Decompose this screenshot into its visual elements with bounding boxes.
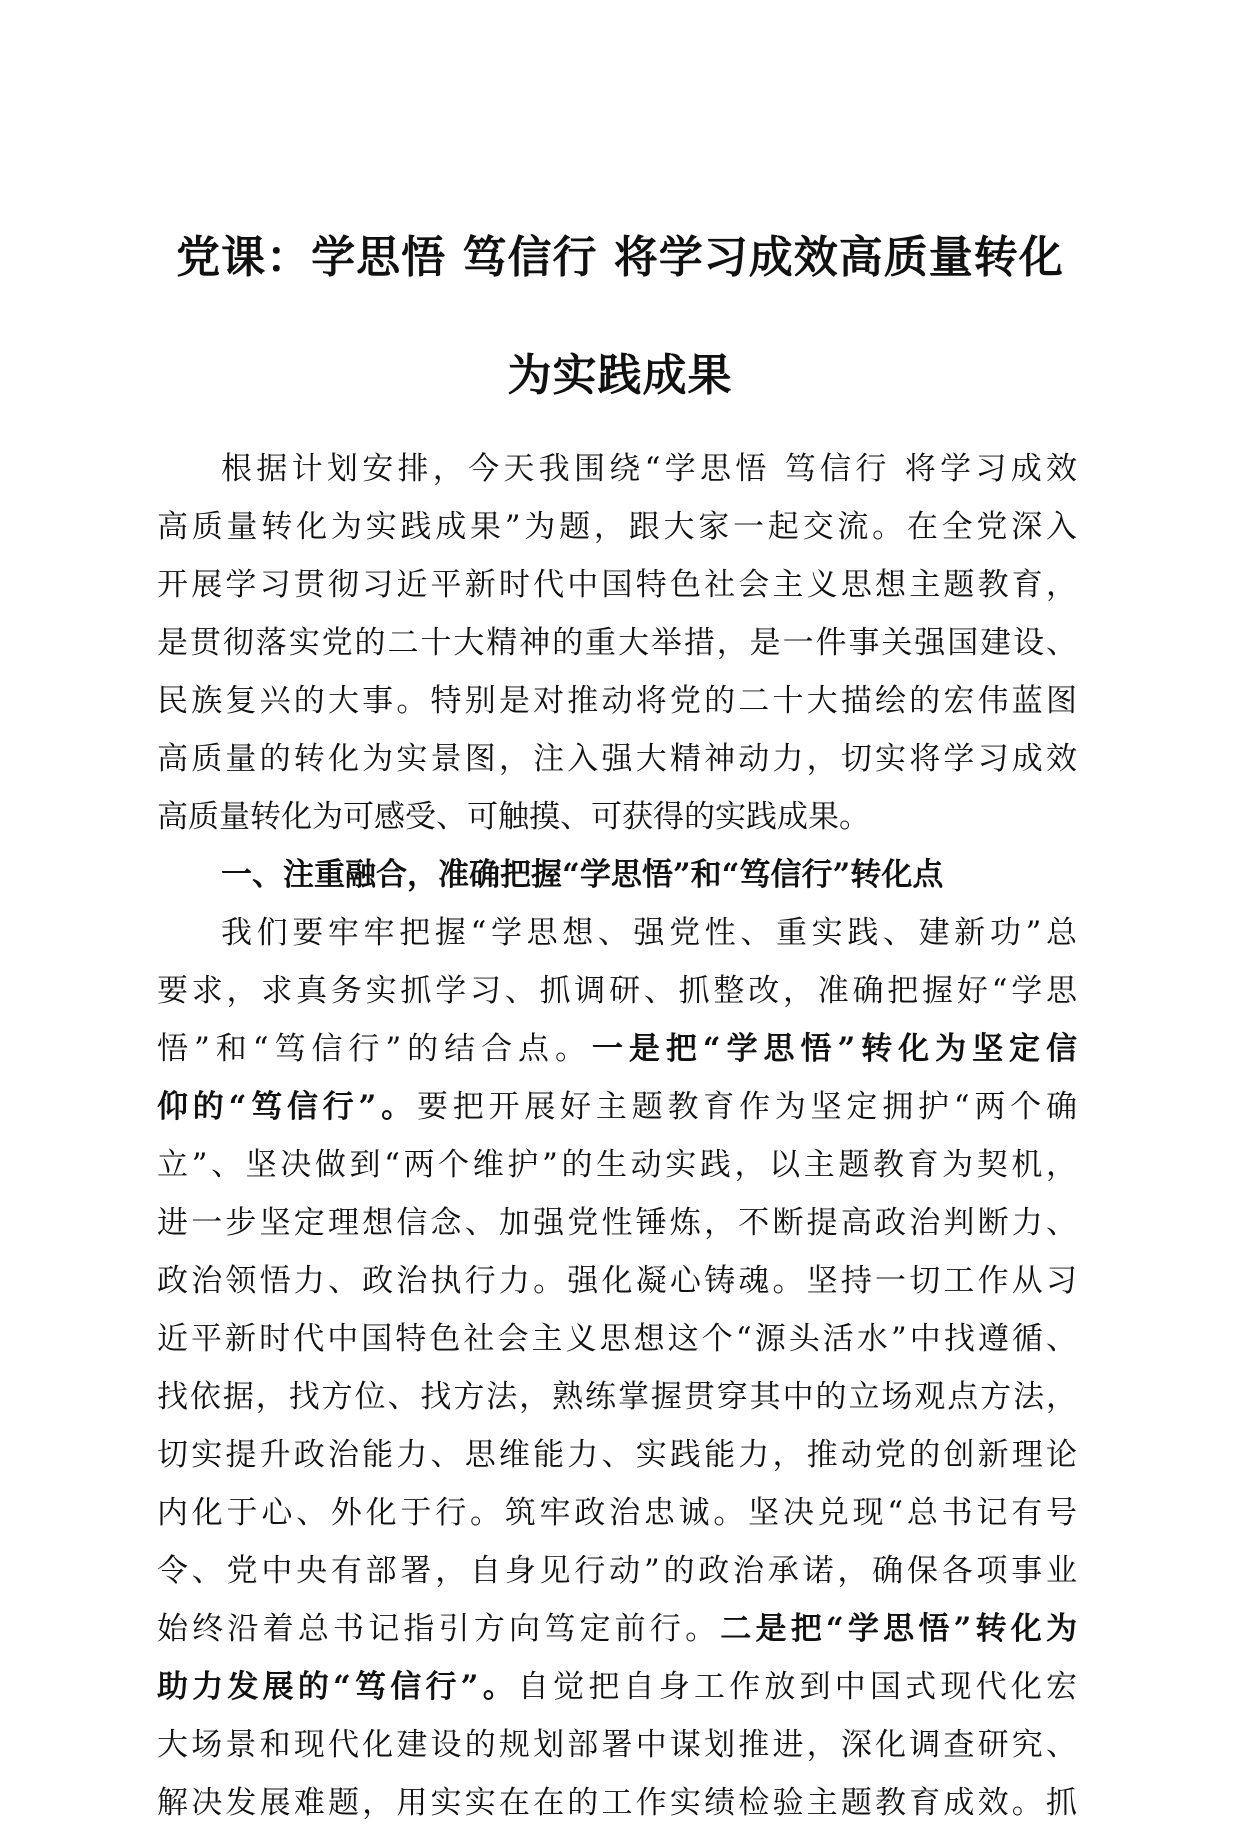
plain-text: 始终沿着总书记指引方向笃定前行。 — [157, 1611, 721, 1647]
bold-emphasis: 助力发展的“笃信行”。 — [157, 1669, 518, 1705]
paragraph-line — [157, 1600, 1077, 1658]
paragraph-line: 要求，求真务实抓学习、抓调研、抓整改，准确把握好“学思 — [157, 973, 1077, 1009]
document-title-line-1: 党课：学思悟 笃信行 将学习成效高质量转化 — [176, 232, 1064, 283]
section-heading: 一、注重融合，准确把握“学思悟”和“笃信行”转化点 — [221, 857, 944, 893]
document-body — [157, 440, 1077, 1832]
document-title-line-2: 为实践成果 — [507, 350, 733, 401]
paragraph-line: 近平新时代中国特色社会主义思想这个“源头活水”中找遵循、 — [157, 1321, 1077, 1357]
paragraph-line: 进一步坚定理想信念、加强党性锤炼，不断提高政治判断力、 — [157, 1205, 1077, 1241]
paragraph-line: 高质量转化为实践成果”为题，跟大家一起交流。在全党深入 — [157, 509, 1077, 545]
bold-emphasis: 二是把“学思悟”转化为 — [720, 1611, 1077, 1647]
paragraph-line: 民族复兴的大事。特别是对推动将党的二十大描绘的宏伟蓝图 — [157, 683, 1077, 719]
paragraph-line — [157, 1078, 1077, 1136]
paragraph-line: 开展学习贯彻习近平新时代中国特色社会主义思想主题教育， — [157, 567, 1077, 603]
paragraph-line: 政治领悟力、政治执行力。强化凝心铸魂。坚持一切工作从习 — [157, 1263, 1077, 1299]
paragraph-line: 高质量的转化为实景图，注入强大精神动力，切实将学习成效 — [157, 741, 1077, 777]
paragraph-line: 内化于心、外化于行。筑牢政治忠诚。坚决兑现“总书记有号 — [157, 1495, 1077, 1531]
paragraph-line: 高质量转化为可感受、可触摸、可获得的实践成果。 — [157, 799, 870, 835]
paragraph-line — [157, 1658, 1077, 1716]
paragraph-line — [157, 1020, 1077, 1078]
paragraph-line: 是贯彻落实党的二十大精神的重大举措，是一件事关强国建设、 — [157, 625, 1077, 661]
plain-text: 悟”和“笃信行”的结合点。 — [157, 1031, 592, 1067]
paragraph-line: 令、党中央有部署，自身见行动”的政治承诺，确保各项事业 — [157, 1553, 1077, 1589]
paragraph-line: 立”、坚决做到“两个维护”的生动实践，以主题教育为契机， — [157, 1147, 1077, 1183]
paragraph-line: 找依据，找方位、找方法，熟练掌握贯穿其中的立场观点方法， — [157, 1379, 1077, 1415]
paragraph-line: 大场景和现代化建设的规划部署中谋划推进，深化调查研究、 — [157, 1727, 1077, 1763]
paragraph-line: 我们要牢牢把握“学思想、强党性、重实践、建新功”总 — [221, 915, 1077, 951]
plain-text: 要把开展好主题教育作为坚定拥护“两个确 — [416, 1089, 1077, 1125]
paragraph-line: 根据计划安排，今天我围绕“学思悟 笃信行 将学习成效 — [221, 451, 1077, 487]
paragraph-line: 解决发展难题，用实实在在的工作实绩检验主题教育成效。抓 — [157, 1785, 1077, 1821]
paragraph-line: 切实提升政治能力、思维能力、实践能力，推动党的创新理论 — [157, 1437, 1077, 1473]
bold-emphasis: 仰的“笃信行”。 — [157, 1089, 417, 1125]
bold-emphasis: 一是把“学思悟”转化为坚定信 — [591, 1031, 1077, 1067]
plain-text: 自觉把自身工作放到中国式现代化宏 — [517, 1669, 1077, 1705]
